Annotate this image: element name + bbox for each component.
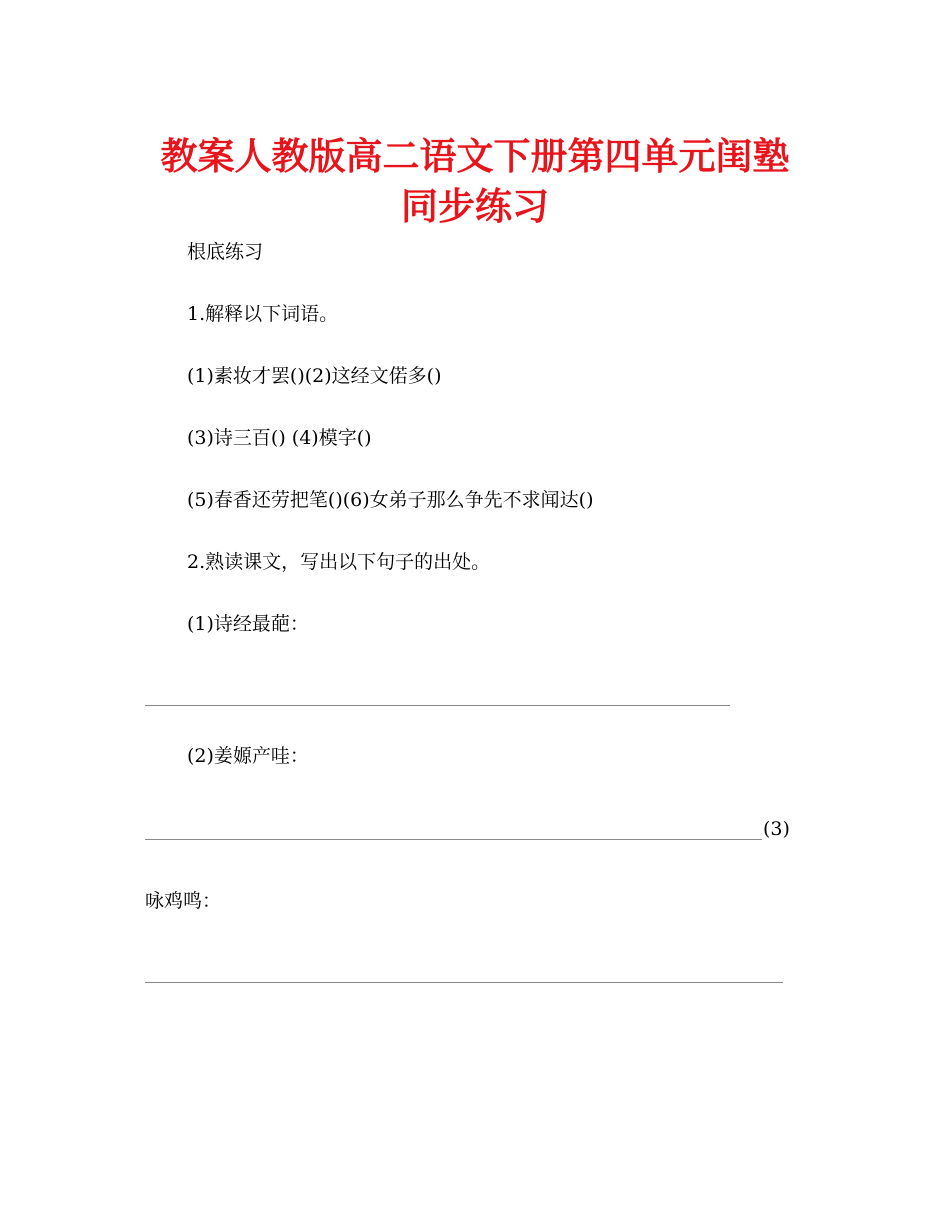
answer-line-3 [145,982,783,983]
answer-line-1 [145,705,730,706]
question-1-row-1: (1)素妆才罢()(2)这经文偌多() [187,365,442,387]
question-1-row-2: (3)诗三百() (4)模字() [187,427,372,449]
question-2-item-1: (1)诗经最葩： [187,613,309,635]
question-2-prompt: 2.熟读课文，写出以下句子的出处。 [187,551,491,573]
section-heading: 根底练习 [187,241,264,263]
question-1-row-3: (5)春香还劳把笔()(6)女弟子那么争先不求闻达() [187,489,594,511]
question-2-item-3-number: (3) [763,818,790,840]
document-title: 教案人教版高二语文下册第四单元闺塾同步练习 [160,135,790,228]
answer-line-2 [145,839,762,840]
question-2-item-2: (2)姜嫄产哇： [187,745,309,767]
question-2-item-3: 咏鸡鸣： [145,890,222,912]
question-1-prompt: 1.解释以下词语。 [187,303,339,325]
